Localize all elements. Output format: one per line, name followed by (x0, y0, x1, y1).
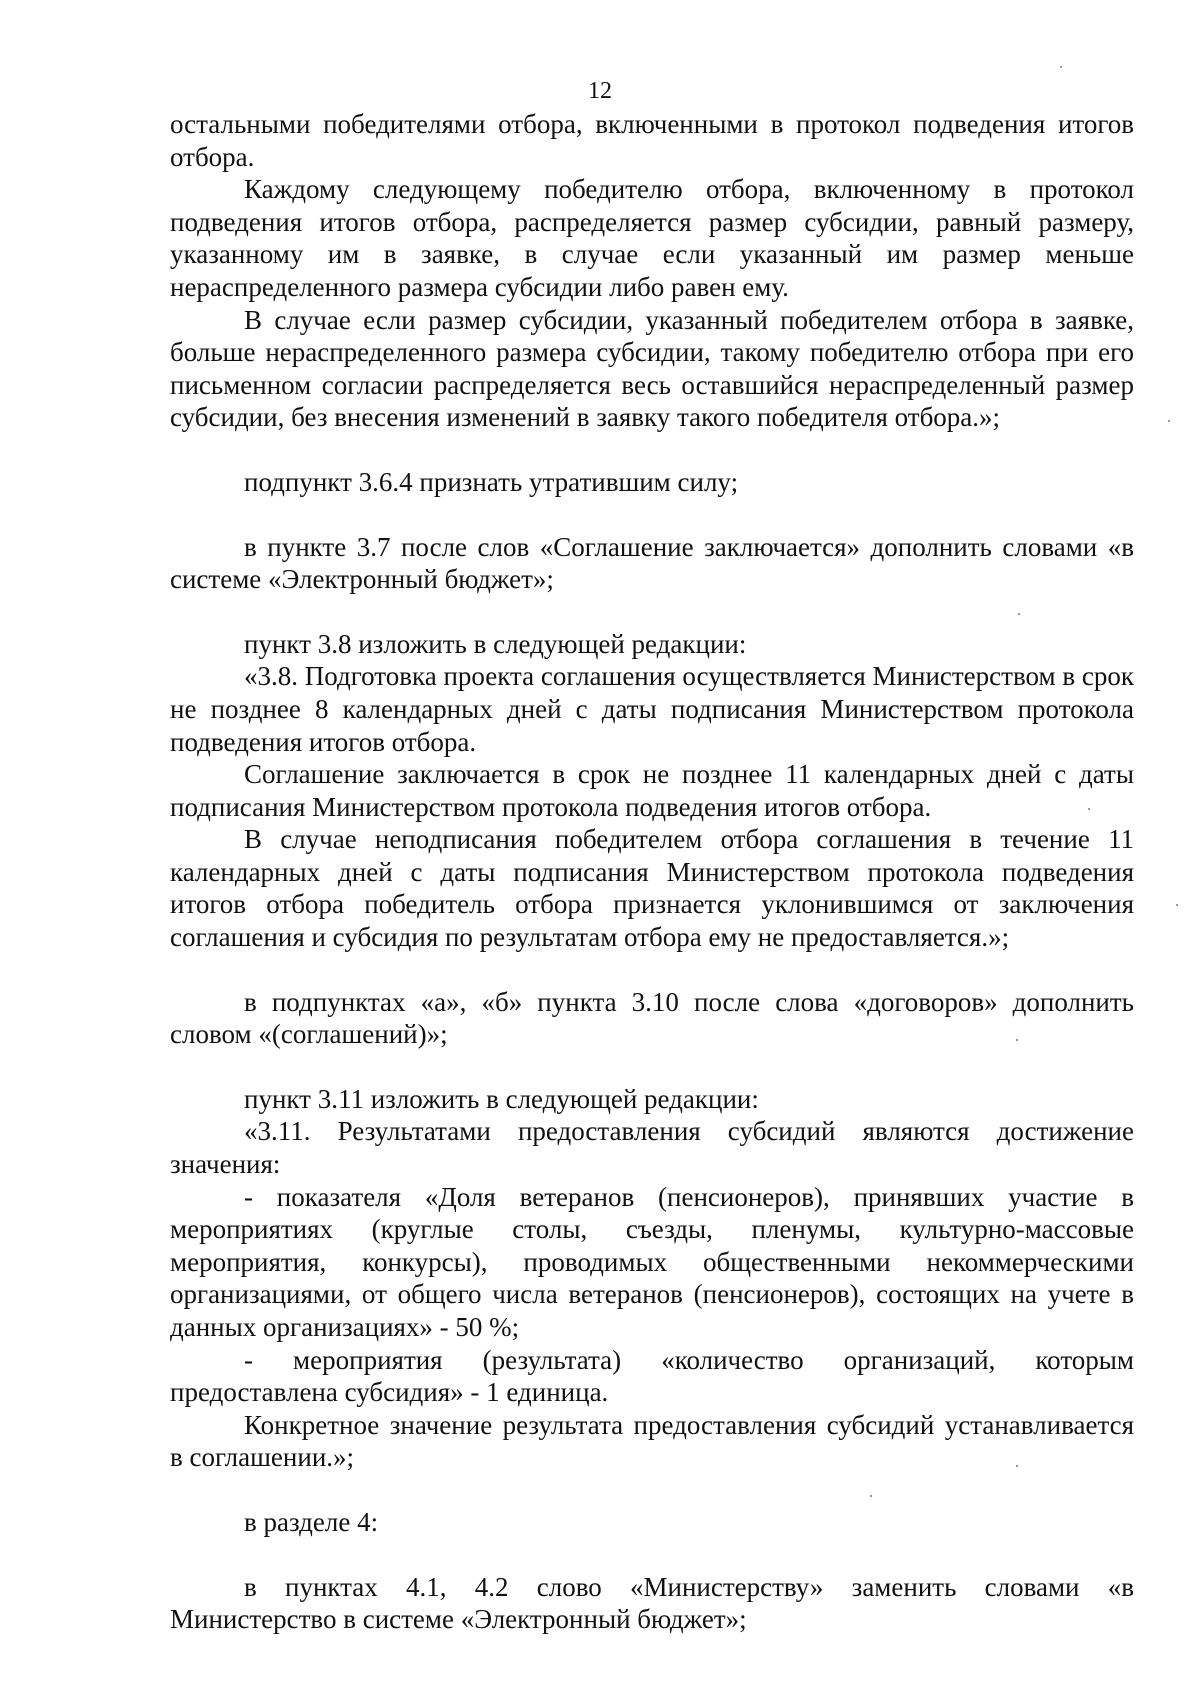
paragraph-point-3-8-text: «3.8. Подготовка проекта соглашения осуществляется Министерством в срок не позднее 8 календарных дней с даты подписания Министерством протокола подведения итогов отбора. (170, 661, 1134, 757)
paragraph-agreement-term: Соглашение заключается в срок не позднее 11 календарных дней с даты подписания Министерством протокола подведения итогов отбора. (170, 759, 1134, 822)
paragraph-section-4: в разделе 4: (244, 1506, 379, 1537)
paragraph-point-3-11-intro: пункт 3.11 изложить в следующей редакции: (244, 1083, 759, 1114)
paragraph-subpoint-3-6-4: подпункт 3.6.4 признать утратившим силу; (244, 466, 739, 497)
paragraph-points-4-1-4-2: в пунктах 4.1, 4.2 слово «Министерству» заменить словами «в Министерство в системе «Электронный бюджет»; (170, 1571, 1134, 1635)
paragraph-subsidy-exceeds: В случае если размер субсидии, указанный победителем отбора в заявке, больше нераспределенного размера субсидии, такому победителю отбора при его письменном согласии распределяется весь оставшийся нераспределенный размер субсидии, без внесения изменений в заявку такого победителя отбора.»; (170, 304, 1134, 433)
scan-speck (1168, 420, 1170, 422)
paragraph-point-3-10: в подпунктах «а», «б» пункта 3.10 после слова «договоров» дополнить словом «(соглашений)»; (170, 986, 1134, 1050)
paragraph-indicator-veterans: - показателя «Доля ветеранов (пенсионеров), принявших участие в мероприятиях (круглые столы, съезды, пленумы, культурно-массовые мероприятия, конкурсы), проводимых общественными некоммерческими организациями, от общего числа ветеранов (пенсионеров), состоящих на учете в данных организациях» - 50 %; (170, 1181, 1134, 1342)
scan-speck (1060, 66, 1062, 68)
paragraph-point-3-8-intro: пункт 3.8 изложить в следующей редакции: (244, 628, 747, 659)
paragraph-continuation: остальными победителями отбора, включенными в протокол подведения итогов отбора. (170, 109, 1134, 172)
paragraph-point-3-11-text: «3.11. Результатами предоставления субсидий являются достижение значения: (170, 1116, 1134, 1180)
page-number: 12 (588, 78, 612, 104)
paragraph-non-signing: В случае неподписания победителем отбора соглашения в течение 11 календарных дней с даты подписания Министерством протокола подведения итогов отбора победитель отбора признается уклонившимся от заключения соглашения и субсидия по результатам отбора ему не предоставляется.»; (170, 824, 1134, 953)
document-body (170, 108, 1134, 1636)
paragraph-specific-value: Конкретное значение результата предоставления субсидий устанавливается в соглашении.»; (170, 1409, 1134, 1473)
scan-speck (870, 1495, 872, 1497)
paragraph-next-winner: Каждому следующему победителю отбора, включенному в протокол подведения итогов отбора, распределяется размер субсидии, равный размеру, указанному им в заявке, в случае если указанный им размер меньше нераспределенного размера субсидии либо равен ему. (170, 174, 1134, 302)
scan-speck (1176, 904, 1178, 906)
scan-speck (1088, 808, 1090, 810)
paragraph-point-3-7: в пункте 3.7 после слов «Соглашение заключается» дополнить словами «в системе «Электронный бюджет»; (170, 531, 1134, 595)
scan-speck (1016, 1039, 1018, 1041)
scan-speck (1016, 1465, 1018, 1467)
scan-speck (1018, 613, 1020, 615)
paragraph-event-result: - мероприятия (результата) «количество организаций, которым предоставлена субсидия» - 1 единица. (170, 1344, 1134, 1408)
